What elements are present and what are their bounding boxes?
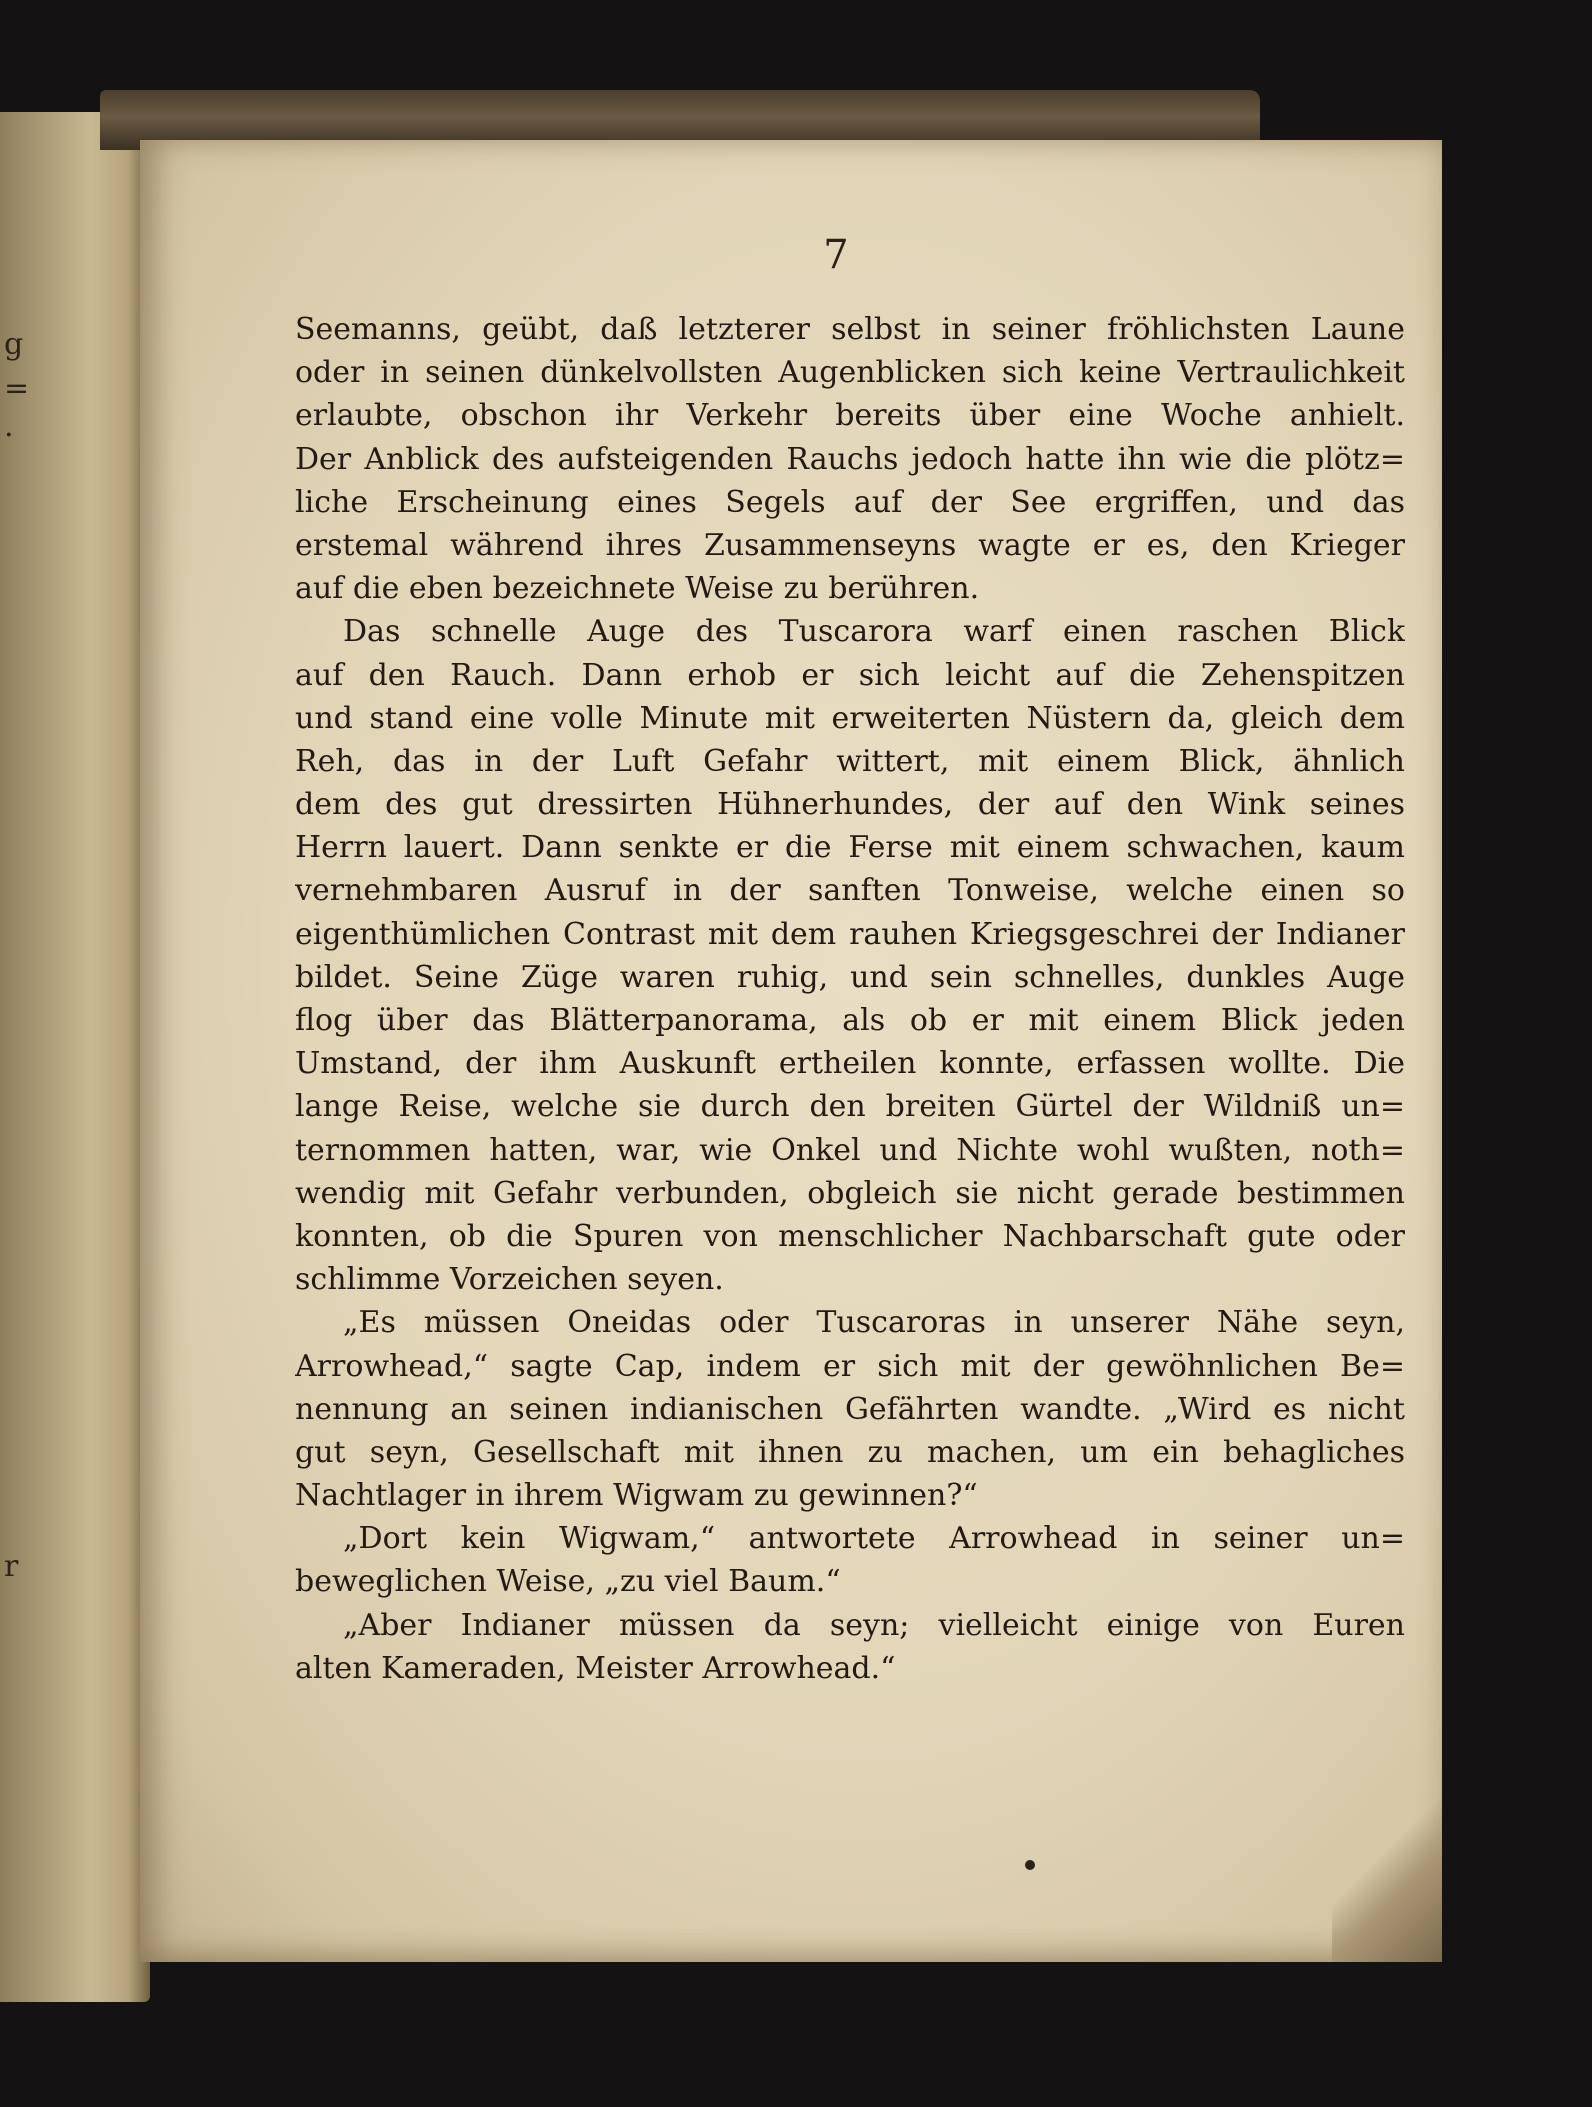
text-line: lange Reise, welche sie durch den breiten Gürtel der Wildniß un=: [295, 1089, 1405, 1125]
text-line: bildet. Seine Züge waren ruhig, und sein schnelles, dunkles Auge: [295, 959, 1405, 995]
text-line: liche Erscheinung eines Segels auf der See ergriffen, und das: [295, 484, 1405, 520]
text-line: flog über das Blätterpanorama, als ob er mit einem Blick jeden: [295, 1003, 1405, 1038]
text-line: ternommen hatten, war, wie Onkel und Nichte wohl wußten, noth=: [295, 1132, 1405, 1168]
text-line: Herrn lauert. Dann senkte er die Ferse mit einem schwachen, kaum: [295, 830, 1405, 866]
left-page-fragment: r: [4, 1549, 19, 1584]
text-line: beweglichen Weise, „zu viel Baum.“: [295, 1564, 841, 1600]
page-number: 7: [823, 232, 849, 278]
text-line: „Aber Indianer müssen da seyn; vielleicht einige von Euren: [343, 1607, 1405, 1643]
text-line: gut seyn, Gesellschaft mit ihnen zu machen, um ein behagliches: [295, 1434, 1405, 1470]
text-line: „Es müssen Oneidas oder Tuscaroras in unserer Nähe seyn,: [343, 1305, 1405, 1341]
worn-corner: [1332, 1792, 1442, 1962]
text-line: alten Kameraden, Meister Arrowhead.“: [295, 1650, 896, 1686]
book-page: [140, 140, 1442, 1962]
text-line: Nachtlager in ihrem Wigwam zu gewinnen?“: [295, 1478, 978, 1514]
text-line: oder in seinen dünkelvollsten Augenblicken sich keine Vertraulichkeit: [295, 355, 1405, 391]
text-line: Arrowhead,“ sagte Cap, indem er sich mit der gewöhnlichen Be=: [295, 1348, 1405, 1384]
text-line: auf die eben bezeichnete Weise zu berühren.: [295, 571, 980, 607]
left-page-edge: [0, 112, 150, 2002]
text-line: erstemal während ihres Zusammenseyns wagte er es, den Krieger: [295, 527, 1405, 563]
text-line: schlimme Vorzeichen seyen.: [295, 1262, 724, 1298]
text-line: eigenthümlichen Contrast mit dem rauhen Kriegsgeschrei der Indianer: [295, 916, 1405, 952]
text-line: Seemanns, geübt, daß letzterer selbst in seiner fröhlichsten Laune: [295, 312, 1405, 347]
text-line: wendig mit Gefahr verbunden, obgleich sie nicht gerade bestimmen: [295, 1175, 1405, 1211]
text-line: dem des gut dressirten Hühnerhundes, der auf den Wink seines: [295, 787, 1405, 823]
text-line: Das schnelle Auge des Tuscarora warf einen raschen Blick: [343, 614, 1405, 650]
text-line: auf den Rauch. Dann erhob er sich leicht auf die Zehenspitzen: [295, 657, 1405, 693]
text-line: „Dort kein Wigwam,“ antwortete Arrowhead in seiner un=: [343, 1521, 1405, 1557]
text-line: Der Anblick des aufsteigenden Rauchs jedoch hatte ihn wie die plötz=: [295, 441, 1405, 477]
text-line: nennung an seinen indianischen Gefährten wandte. „Wird es nicht: [295, 1391, 1405, 1427]
text-line: Reh, das in der Luft Gefahr wittert, mit einem Blick, ähnlich: [295, 743, 1405, 779]
body-text: [295, 308, 1405, 1690]
text-line: konnten, ob die Spuren von menschlicher Nachbarschaft gute oder: [295, 1218, 1405, 1254]
left-page-fragment: .: [4, 409, 14, 444]
left-page-fragment: =: [4, 371, 30, 406]
text-line: vernehmbaren Ausruf in der sanften Tonweise, welche einen so: [295, 873, 1405, 909]
text-line: und stand eine volle Minute mit erweiterten Nüstern da, gleich dem: [295, 700, 1405, 736]
text-line: erlaubte, obschon ihr Verkehr bereits über eine Woche anhielt.: [295, 398, 1405, 434]
left-page-fragment: g: [4, 327, 24, 362]
text-line: Umstand, der ihm Auskunft ertheilen konnte, erfassen wollte. Die: [295, 1046, 1405, 1082]
ink-spot: [1025, 1860, 1035, 1870]
